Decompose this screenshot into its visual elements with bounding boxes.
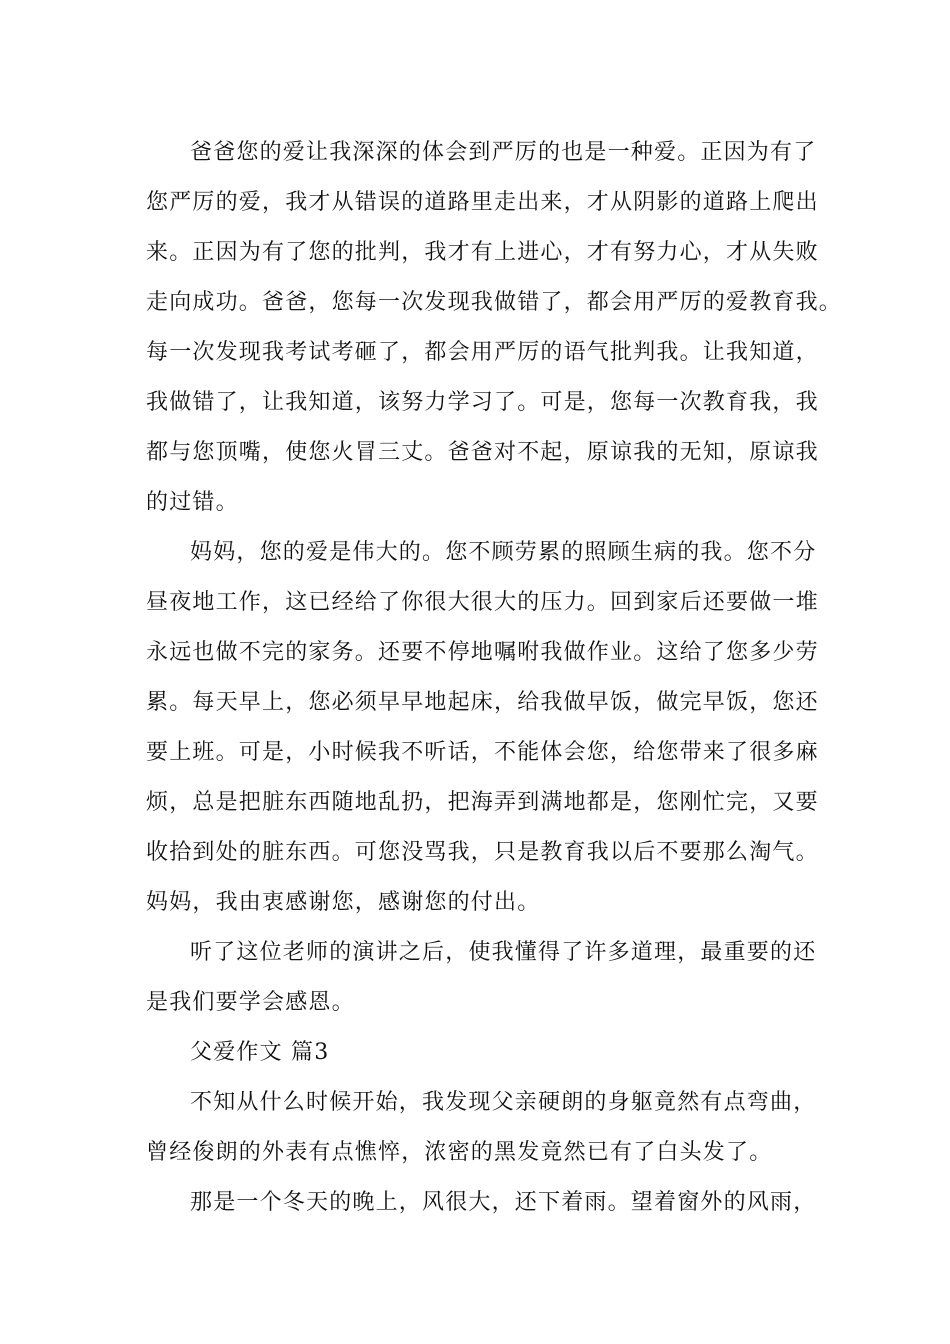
- paragraph-father-aging: [146, 1078, 846, 1178]
- text-line: 要上班。可是，小时候我不听话，不能体会您，给您带来了很多麻: [146, 740, 819, 765]
- text-line: 是我们要学会感恩。: [146, 990, 355, 1015]
- paragraph-mother-love: [146, 528, 846, 928]
- paragraph-gratitude: [146, 928, 846, 1028]
- text-line: 我做错了，让我知道，该努力学习了。可是，您每一次教育我，我: [146, 390, 819, 415]
- section-title: 父爱作文 篇3: [190, 1040, 330, 1065]
- text-line: 妈妈，我由衷感谢您，感谢您的付出。: [146, 890, 541, 915]
- text-line: 永远也做不完的家务。还要不停地嘱咐我做作业。这给了您多少劳: [146, 640, 819, 665]
- text-line: 来。正因为有了您的批判，我才有上进心，才有努力心，才从失败: [146, 240, 819, 265]
- text-line: 不知从什么时候开始，我发现父亲硬朗的身躯竟然有点弯曲，: [190, 1090, 817, 1115]
- text-line: 您严厉的爱，我才从错误的道路里走出来，才从阴影的道路上爬出: [146, 190, 819, 215]
- text-line: 那是一个冬天的晚上，风很大，还下着雨。望着窗外的风雨，: [190, 1190, 817, 1215]
- paragraph-winter-night: [146, 1178, 846, 1228]
- text-line: 爸爸您的爱让我深深的体会到严厉的也是一种爱。正因为有了: [190, 140, 817, 165]
- paragraph-father-strict-love: [146, 128, 846, 528]
- text-line: 听了这位老师的演讲之后，使我懂得了许多道理，最重要的还: [190, 940, 817, 965]
- text-line: 累。每天早上，您必须早早地起床，给我做早饭，做完早饭，您还: [146, 690, 819, 715]
- document-body: [146, 128, 846, 1228]
- text-line: 走向成功。爸爸，您每一次发现我做错了，都会用严厉的爱教育我。: [146, 290, 843, 315]
- text-line: 烦，总是把脏东西随地乱扔，把海弄到满地都是，您刚忙完，又要: [146, 790, 819, 815]
- section-heading: [146, 1028, 846, 1078]
- text-line: 的过错。: [146, 490, 239, 515]
- text-line: 昼夜地工作，这已经给了你很大很大的压力。回到家后还要做一堆: [146, 590, 819, 615]
- text-line: 每一次发现我考试考砸了，都会用严厉的语气批判我。让我知道，: [146, 340, 819, 365]
- text-line: 妈妈，您的爱是伟大的。您不顾劳累的照顾生病的我。您不分: [190, 540, 817, 565]
- text-line: 曾经俊朗的外表有点憔悴，浓密的黑发竟然已有了白头发了。: [146, 1140, 773, 1165]
- text-line: 都与您顶嘴，使您火冒三丈。爸爸对不起，原谅我的无知，原谅我: [146, 440, 819, 465]
- text-line: 收拾到处的脏东西。可您没骂我，只是教育我以后不要那么淘气。: [146, 840, 819, 865]
